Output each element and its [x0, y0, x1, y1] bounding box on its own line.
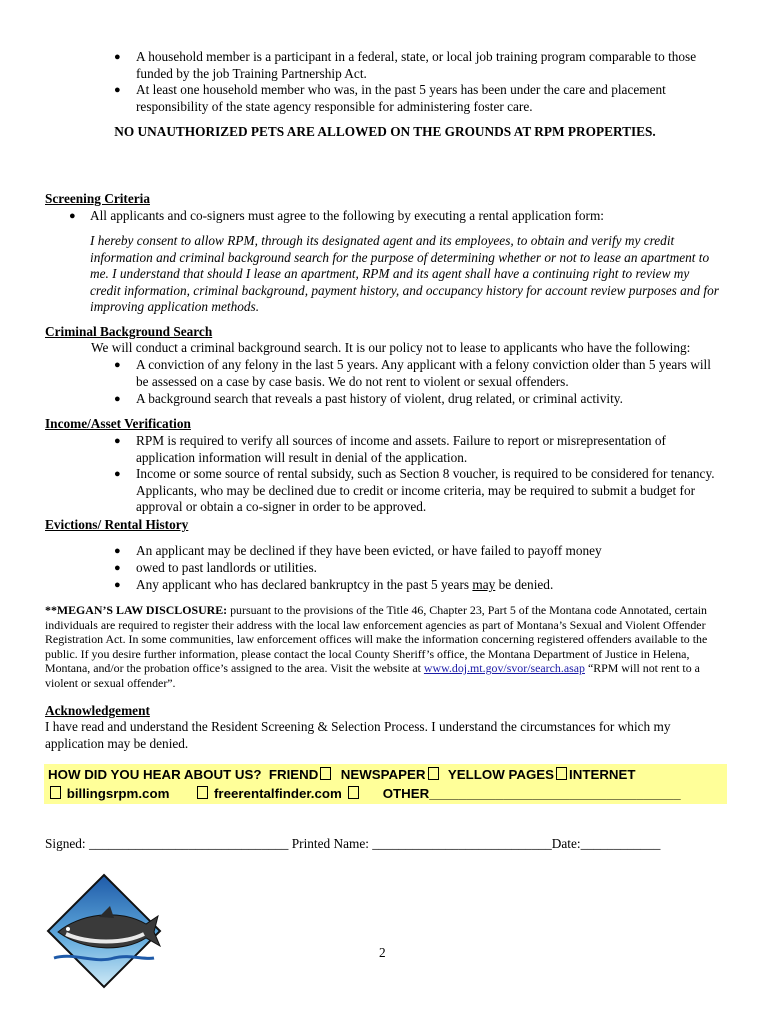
list-item: ● At least one household member who was, in the past 5 years has been under the care and placement responsibility of the state agency responsible for administering foster care. [114, 82, 666, 114]
date-field[interactable]: ____________ [580, 836, 661, 851]
list-item: ● RPM is required to verify all sources of income and assets. Failure to report or misrepresentation of application information will result in denial of the application. [114, 433, 666, 465]
friend-checkbox[interactable] [320, 767, 331, 780]
list-item: ● owed to past landlords or utilities. [114, 560, 317, 575]
acknowledgement-heading: Acknowledgement [45, 703, 150, 718]
megans-law-disclosure: **MEGAN’S LAW DISCLOSURE: pursuant to the provisions of the Title 46, Chapter 23, Part 5 of the Montana code Annotated, certain individuals are required to register their address with the local law enforcement agencies as part of Montana’s Sexual and Violent Offender Registration Act. In some communities, law enforcement offices will make the information concerning registered offenders available to the public. If you desire further information, please contact the local County Sheriff’s office, the Montana Department of Justice in Helena, Montana, and/or the probation office’s assigned to the area. Visit the website at www.doj.mt.gov/svor/search.asap “RPM will not rent to a violent or sexual offender”. [45, 603, 708, 690]
referral-survey: HOW DID YOU HEAR ABOUT US? FRIEND NEWSPAPER YELLOW PAGES INTERNET billingsrpm.com freerentalfinder.com OTHER__________________________________ [44, 764, 727, 804]
list-item: ● Income or some source of rental subsidy, such as Section 8 voucher, is required to be considered for tenancy. Applicants, who may be declined due to credit or income criteria, may be required to submit a budget for approval or obtain a co-signer in order to be approved. [114, 466, 715, 515]
bullet-icon: ● [114, 545, 121, 557]
salmon-logo-icon [44, 872, 164, 990]
newspaper-checkbox[interactable] [428, 767, 439, 780]
freerentalfinder-checkbox[interactable] [197, 786, 208, 799]
signature-row: Signed: ______________________________ Printed Name: ___________________________Date:____________ [45, 836, 661, 851]
bullet-icon: ● [114, 435, 121, 447]
list-item: ● A background search that reveals a past history of violent, drug related, or criminal activity. [114, 391, 623, 406]
survey-question: HOW DID YOU HEAR ABOUT US? [48, 767, 262, 782]
bullet-icon: ● [114, 579, 121, 591]
other-checkbox[interactable] [348, 786, 359, 799]
criminal-intro: We will conduct a criminal background search. It is our policy not to lease to applicants who have the following: [91, 340, 691, 355]
page-number: 2 [379, 945, 386, 960]
bullet-icon: ● [69, 210, 76, 222]
consent-statement: I hereby consent to allow RPM, through its designated agent and its employees, to obtain and verify my credit information and criminal background search for the purpose of determining whether or not to lease an apartment to me. I understand that should I lease an apartment, RPM and its agent shall have a continuing right to review my credit information, criminal background, payment history, and occupancy history for account review purposes and for improving application methods. [90, 233, 719, 315]
list-item: ● All applicants and co-signers must agree to the following by executing a rental application form: [69, 208, 604, 223]
list-item: ● An applicant may be declined if they have been evicted, or have failed to payoff money [114, 543, 602, 558]
svor-search-link[interactable]: www.doj.mt.gov/svor/search.asap [423, 661, 585, 676]
signature-field[interactable]: ______________________________ [88, 836, 289, 851]
criminal-heading: Criminal Background Search [45, 324, 213, 339]
printed-name-field[interactable]: ___________________________ [372, 836, 552, 851]
bullet-icon: ● [114, 84, 121, 96]
bullet-icon: ● [114, 51, 121, 63]
yellow-pages-checkbox[interactable] [556, 767, 567, 780]
bullet-icon: ● [114, 393, 121, 405]
other-field[interactable]: __________________________________ [429, 786, 681, 801]
bullet-icon: ● [114, 468, 121, 480]
billingsrpm-checkbox[interactable] [50, 786, 61, 799]
income-heading: Income/Asset Verification [45, 416, 191, 431]
screening-heading: Screening Criteria [45, 191, 150, 206]
evictions-heading: Evictions/ Rental History [45, 517, 189, 532]
list-item: ● A household member is a participant in a federal, state, or local job training program comparable to those funded by the job Training Partnership Act. [114, 49, 697, 81]
list-item: ● Any applicant who has declared bankruptcy in the past 5 years may be denied. [114, 577, 554, 592]
bullet-icon: ● [114, 359, 121, 371]
acknowledgement-text: I have read and understand the Resident Screening & Selection Process. I understand the circumstances for which my application may be denied. [45, 719, 671, 751]
list-item: ● A conviction of any felony in the last 5 years. Any applicant with a felony conviction older than 5 years will be assessed on a case by case basis. We do not rent to violent or sexual offenders. [114, 357, 711, 389]
bullet-icon: ● [114, 562, 121, 574]
pets-notice: NO UNAUTHORIZED PETS ARE ALLOWED ON THE GROUNDS AT RPM PROPERTIES. [114, 124, 656, 139]
